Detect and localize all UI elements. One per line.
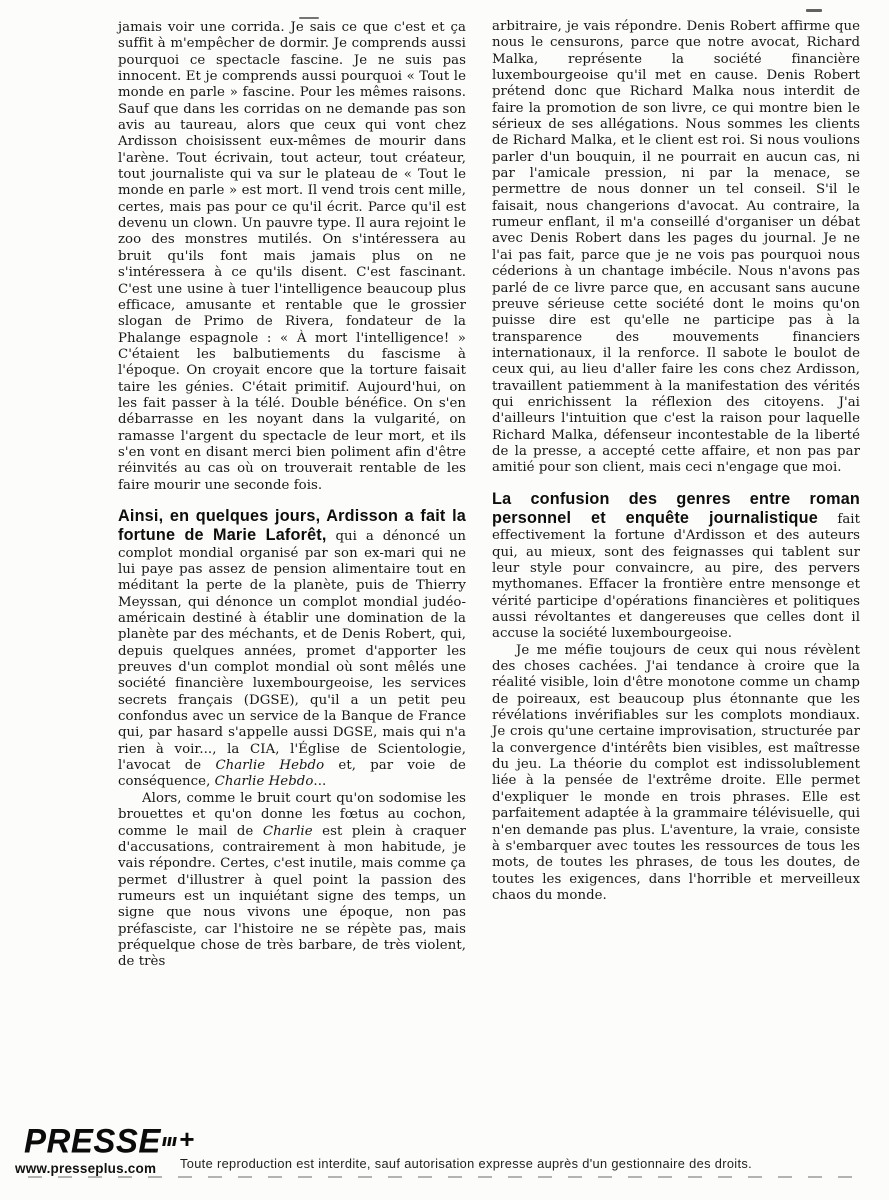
body-text: arbitraire, je vais répondre. Denis Robert affirme que nous le censurons, parce que notre avocat, Richard Malka, représente la société financière luxembourgeoise qu'il met en cause. Denis Robert prétend donc que Richard Malka nous interdit de faire la promotion de son livre, ce qui montre bien le sérieux de ses allégations. Nous sommes les clients de Richard Malka, et le client est roi. Si nous voulions parler d'un bouquin, il ne pourrait en aucun cas, ni par l'amicale pression, ni par la menace, se permettre de nous donner un tel conseil. S'il le faisait, nous changerions d'avocat. Au contraire, la rumeur enflant, il m'a conseillé d'organiser un débat avec Denis Robert dans les pages du journal. Je ne l'ai pas fait, parce que je ne vois pas pourquoi nous céderions à un chantage imbécile. Nous n'avons pas parlé de ce livre parce que, en accusant sans aucune preuve sérieuse cette société dont le moins qu'on puisse dire est qu'elle ne participe pas à la transparence des mouvements financiers internationaux, il la renforce. Il sabote le boulot de ceux qui, au lieu d'aller faire les cons chez Ardisson, travaillent patiemment à la manifestation des vérités qui enrichissent la réflexion des citoyens. J'ai d'ailleurs l'intuition que c'est la raison pour laquelle Richard Malka, défenseur incontestable de la liberté de la presse, a accepté cette affaire, et non pas par amitié pour son client, mais ceci n'engage que moi.: [492, 19, 860, 476]
article-paragraph: [492, 643, 860, 905]
presseplus-logo: [24, 1122, 194, 1160]
article-paragraph-with-run-in-heading: [118, 507, 466, 791]
article-paragraph: [492, 19, 860, 477]
italic-text: Charlie Hebdo: [214, 774, 314, 790]
article-column-left: [118, 20, 466, 971]
presseplus-url: www.presseplus.com: [15, 1161, 157, 1176]
article-paragraph: [118, 791, 466, 971]
article-paragraph-with-run-in-heading: [492, 490, 860, 643]
scan-artifact: [299, 17, 319, 19]
body-text: fait effectivement la fortune d'Ardisson et des auteurs qui, au mieux, sont des feignasses qui tablent sur leur style pour convaincre, au pire, des pervers mythomanes. Effacer la frontière entre mensonge et vérité participe d'opérations financières et politiques aussi révoltantes et dangereuses que celles dont il accuse la société luxembourgeoise.: [492, 511, 861, 642]
run-in-heading: La confusion des genres entre roman personnel et enquête journalistique: [492, 489, 860, 527]
italic-text: Charlie Hebdo: [215, 758, 325, 774]
body-text: qui a dénoncé un complot mondial organisé par son ex-mari qui ne lui paye pas assez de pension alimentaire tout en méditant la perte de la planète, puis de Thierry Meyssan, qui dénonce un complot mondial judéo-américain destiné à établir une domination de la planète par des méchants, et de Denis Robert, qui, depuis quelques années, promet d'apporter les preuves d'un complot mondial où sont mêlés une société financière luxembourgeoise, les services secrets français (DGSE), qu'il a un petit peu confondus avec un service de la Banque de France qui, par hasard s'appelle aussi DGSE, mais qui n'a rien à voir..., la CIA, l'Église de Scientologie, l'avocat de: [118, 529, 466, 774]
logo-plus-sign: +: [178, 1124, 195, 1154]
body-text: Alors, comme le bruit court qu'on sodomise les brouettes et qu'on donne les fœtus au cochon, comme le mail de: [118, 790, 466, 839]
article-paragraph: [118, 20, 466, 494]
body-text: jamais voir une corrida. Je sais ce que c'est et ça suffit à m'empêcher de dormir. Je comprends aussi pourquoi ce spectacle fascine. Je ne suis pas innocent. Et je comprends aussi pourquoi « Tout le monde en parle » fascine. Pour les mêmes raisons. Sauf que dans les corridas on ne demande pas son avis au taureau, alors que ceux qui vont chez Ardisson choisissent eux-mêmes de mourir dans l'arène. Tout écrivain, tout acteur, tout créateur, tout journaliste qui va sur le plateau de « Tout le monde en parle » est mort. Il vend trois cent mille, certes, mais pas pour ce qu'il écrit. Parce qu'il est devenu un clown. Un pauvre type. Il aura rejoint le zoo des monstres mutilés. On s'intéressera au bruit qu'ils font mais jamais plus on ne s'intéressera à ce qu'ils disent. C'est fascinant. C'est une usine à tuer l'intelligence beaucoup plus efficace, amusante et rentable que le grossier slogan de Primo de Rivera, fondateur de la Phalange espagnole : « À mort l'intelligence! » C'étaient les balbutiements du fascisme à l'époque. On croyait encore que la torture faisait taire les génies. C'était primitif. Aujourd'hui, on les fait passer à la télé. Double bénéfice. On s'en débarrasse en les noyant dans la vulgarité, on ramasse l'argent du spectacle de leur mort, et ils s'en vont en disant merci bien poliment afin d'être réinvités au cas où on trouverait rentable de les faire mourir une seconde fois.: [118, 20, 466, 493]
copyright-notice: Toute reproduction est interdite, sauf autorisation expresse auprès d'un gestionnaire des droits.: [180, 1156, 753, 1171]
body-text: et, par voie de conséquence,: [118, 758, 466, 790]
presseplus-logo-text: PRESSE: [24, 1121, 161, 1160]
body-text: ...: [313, 774, 327, 790]
run-in-heading: Ainsi, en quelques jours, Ardisson a fait la fortune de Marie Laforêt,: [118, 506, 466, 545]
article-column-right: [492, 19, 860, 904]
body-text: est plein à craquer d'accusations, contrairement à mon habitude, je vais répondre. Certes, c'est inutile, mais comme ça permet d'illustrer à quel point la passion des rumeurs est un inquiétant signe des temps, un signe que nous vivons une époque, non pas préfasciste, car l'histoire ne se répète pas, mais préquelque chose de très barbare, de très violent, de très: [118, 823, 467, 970]
body-text: Je me méfie toujours de ceux qui nous révèlent des choses cachées. J'ai tendance à croire que la réalité visible, loin d'être monotone comme un champ de poireaux, est beaucoup plus étonnante que les révélations invérifiables sur les complots mondiaux. Je crois qu'une certaine improvisation, structurée par la convergence d'intérêts bien visibles, est maîtresse du jeu. La théorie du complot est indissolublement liée à la pensée de l'extrême droite. Elle permet d'expliquer le monde en trois phrases. Elle est parfaitement adaptée à la grammaire télévisuelle, qui n'en demande pas plus. L'aventure, la vraie, consiste à s'embarquer avec toutes les ressources de tous les mots, de toutes les phrases, de tous les doutes, de toutes les exigences, dans l'horrible et merveilleux chaos du monde.: [492, 642, 860, 903]
italic-text: Charlie: [262, 823, 313, 839]
scan-artifact: [806, 9, 822, 12]
scan-dotted-line: [28, 1176, 860, 1178]
logo-bars-icon: [160, 1137, 179, 1157]
